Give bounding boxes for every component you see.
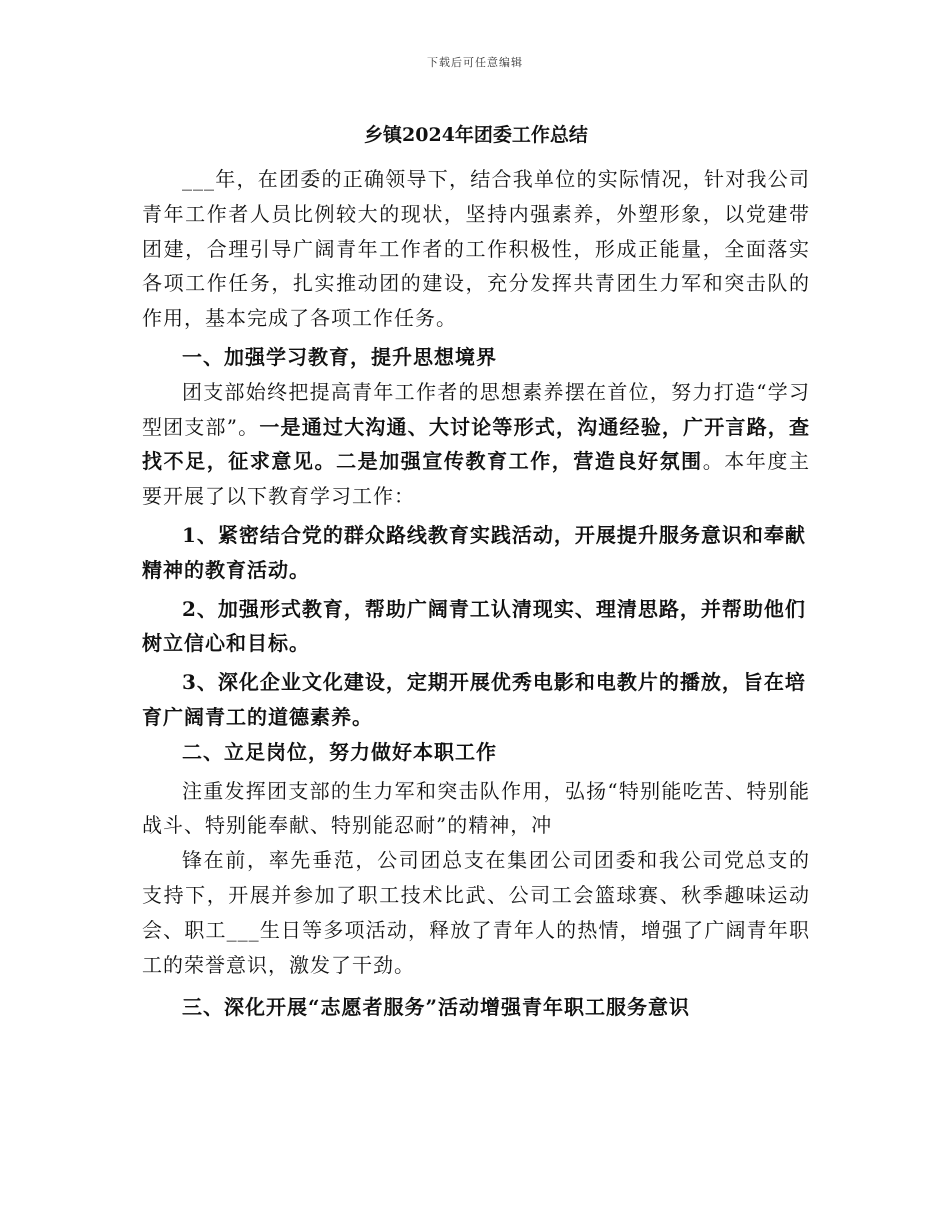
document-title: 乡镇2024年团委工作总结 — [364, 124, 588, 146]
intro-paragraph: ___年，在团委的正确领导下，结合我单位的实际情况，针对我公司青年工作者人员比例较大的现状，坚持内强素养，外塑形象，以党建带团建，合理引导广阔青年工作者的工作积极性，形成正能量，全面落实各项工作任务，扎实推动团的建设，充分发挥共青团生力军和突击队的作用，基本完成了各项工作任务。 — [142, 167, 810, 331]
section-2-heading: 二、立足岗位，努力做好本职工作 — [182, 739, 497, 764]
header-note: 下载后可任意编辑 — [427, 56, 523, 69]
section-1-paragraph-plain: 团支部始终把提高青年工作者的思想素养摆在首位，努力打造“学习型团支部”。 — [142, 379, 810, 439]
section-1-item-2: 2、加强形式教育，帮助广阔青工认清现实、理清思路，并帮助他们树立信心和目标。 — [142, 596, 806, 656]
section-1-paragraph — [142, 375, 810, 514]
section-1-paragraph-tail: 。本年度主要开展了以下教育学习工作： — [142, 449, 811, 509]
section-3-heading: 三、深化开展“志愿者服务”活动增强青年职工服务意识 — [182, 995, 691, 1020]
section-1-heading: 一、加强学习教育，提升思想境界 — [182, 344, 497, 369]
section-2-paragraph-2: 锋在前，率先垂范，公司团总支在集团公司团委和我公司党总支的支持下，开展并参加了职工技术比武、公司工会篮球赛、秋季趣味运动会、职工___生日等多项活动，释放了青年人的热情，增强了广阔青年职工的荣誉意识，激发了干劲。 — [142, 848, 810, 977]
section-1-item-3: 3、深化企业文化建设，定期开展优秀电影和电教片的播放，旨在培育广阔青工的道德素养。 — [142, 670, 806, 729]
section-1-item-1: 1、紧密结合党的群众路线教育实践活动，开展提升服务意识和奉献精神的教育活动。 — [142, 522, 806, 582]
section-1-paragraph-bold: 一是通过大沟通、大讨论等形式，沟通经验，广开言路，查找不足，征求意见。二是加强宣传教育工作，营造良好氛围 — [142, 414, 810, 474]
section-2-paragraph-1: 注重发挥团支部的生力军和突击队作用，弘扬“特别能吃苦、特别能战斗、特别能奉献、特别能忍耐”的精神，冲 — [142, 778, 810, 838]
document-body — [142, 120, 810, 1025]
